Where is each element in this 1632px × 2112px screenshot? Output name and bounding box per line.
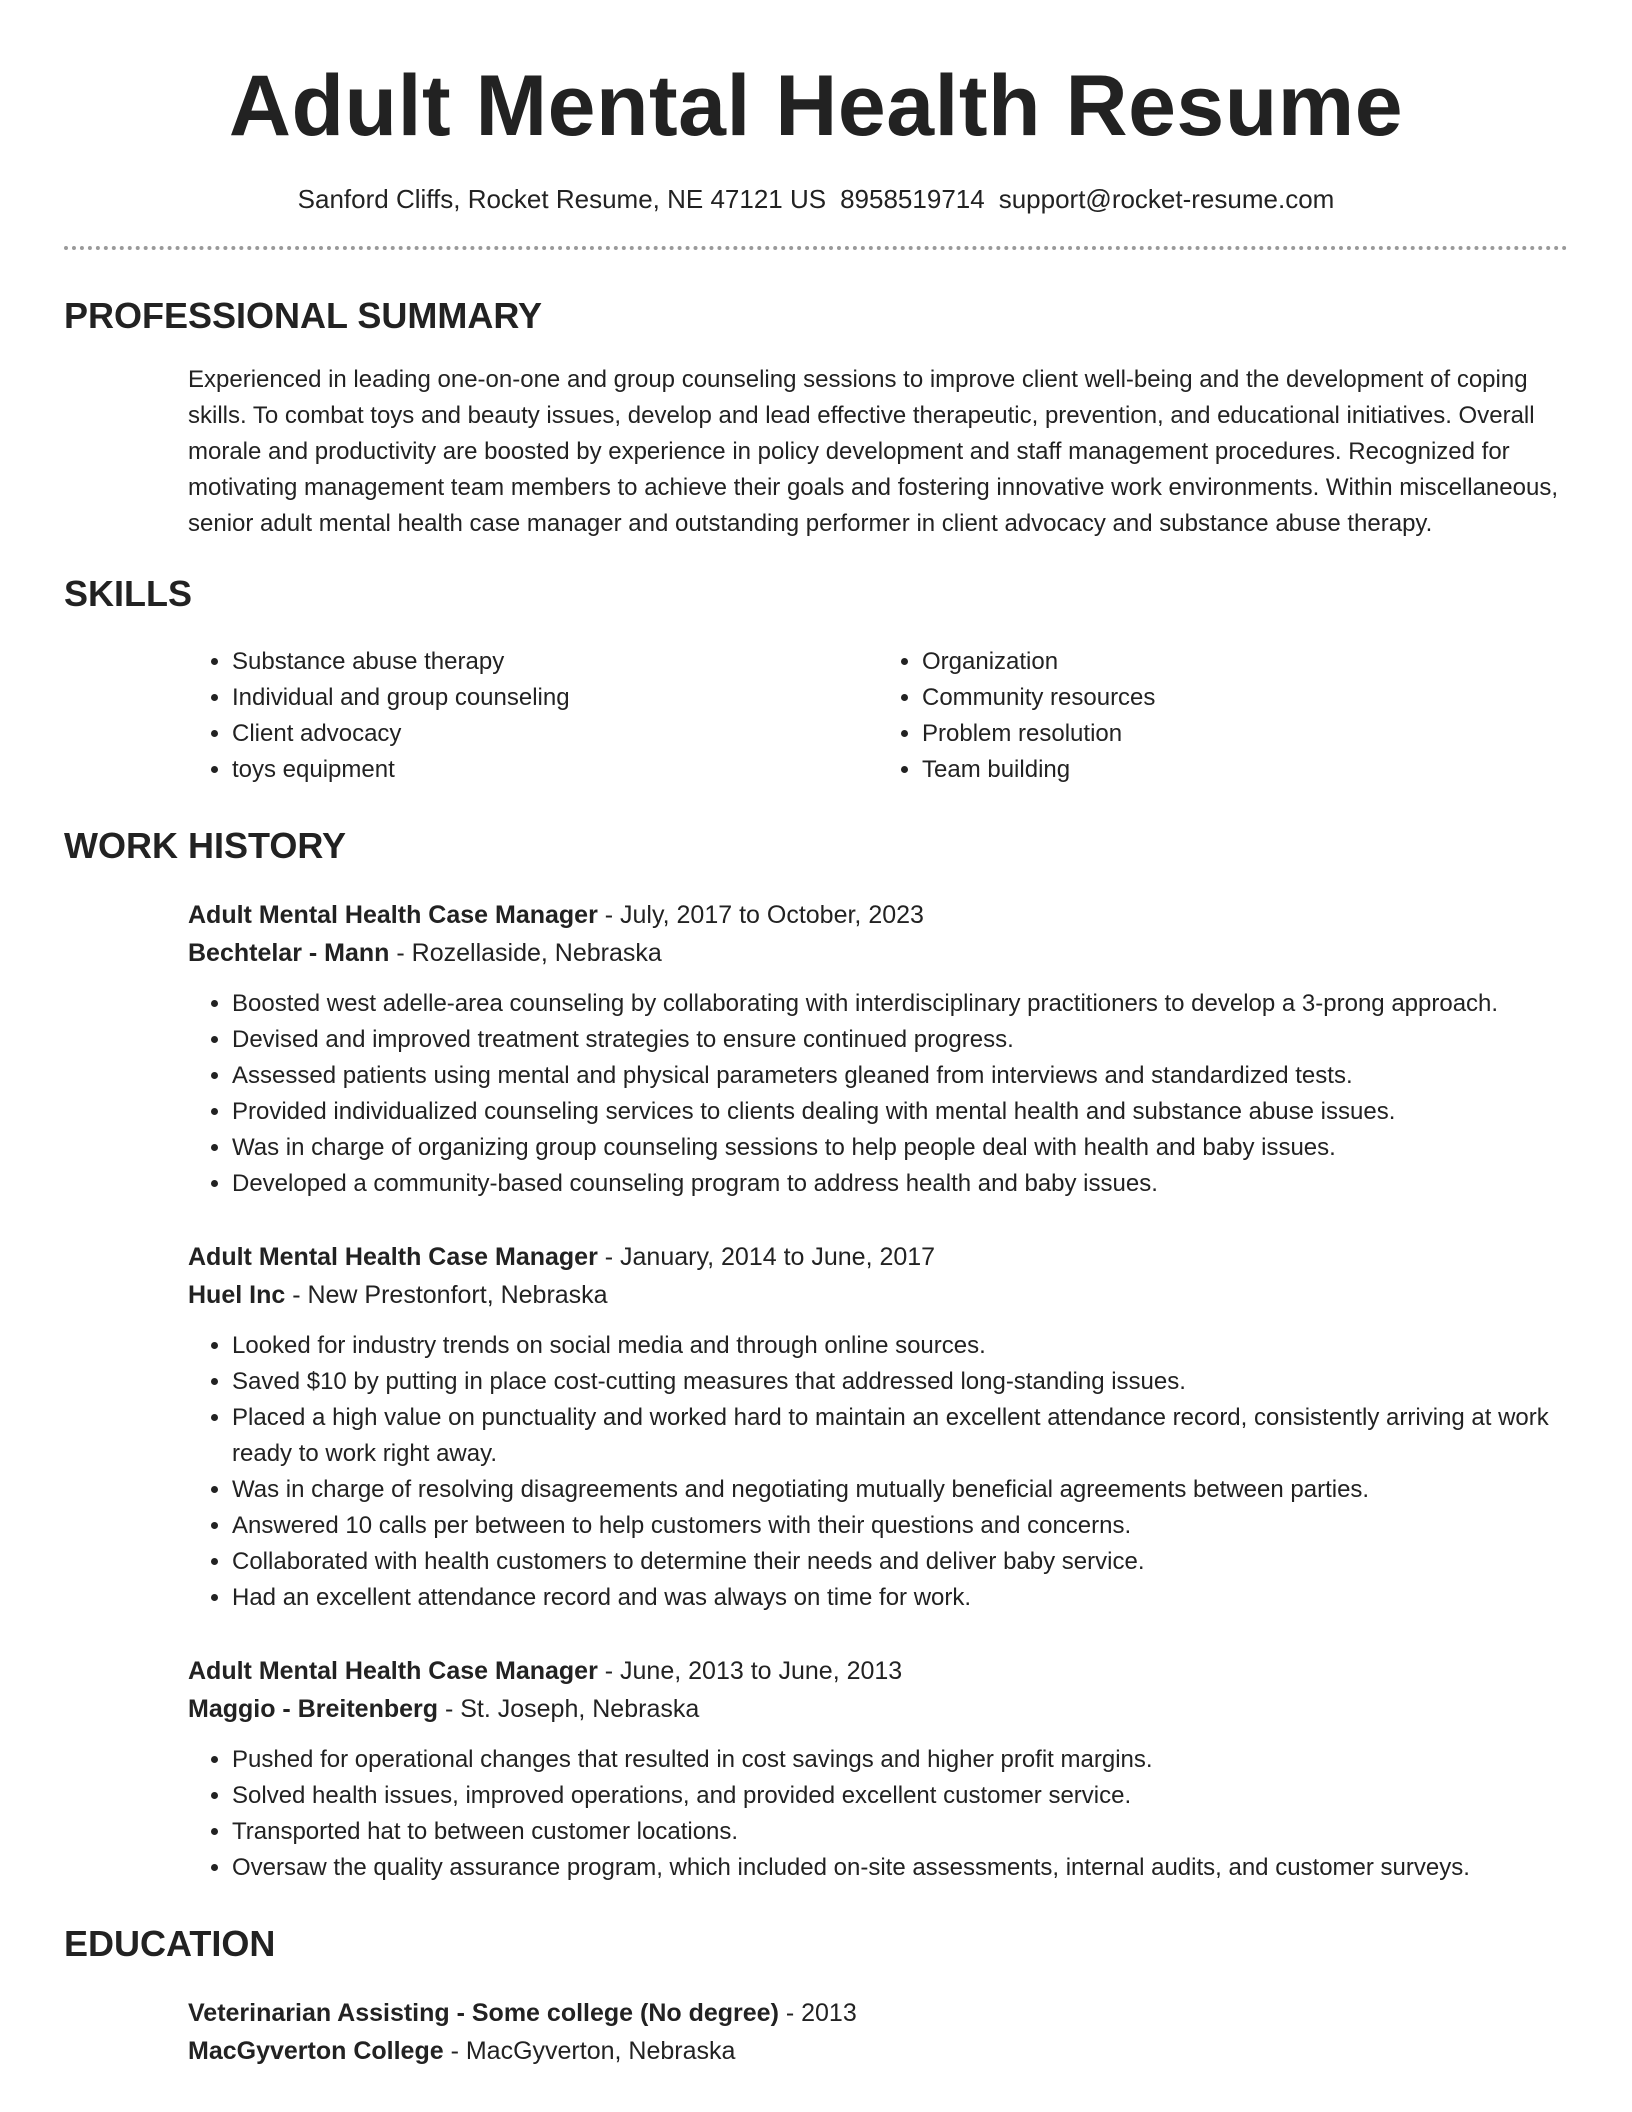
education-location: - MacGyverton, Nebraska <box>443 2037 736 2065</box>
skill-item: • toys equipment <box>232 752 878 788</box>
skills-list <box>188 644 1568 788</box>
job-bullet: • Placed a high value on punctuality and worked hard to maintain an excellent attendance record, consistently arriving at work ready to work right away. <box>232 1400 1568 1472</box>
education-degree: Veterinarian Assisting - Some college (No degree) <box>188 1999 779 2027</box>
header-divider <box>64 246 1568 250</box>
job-dates: - July, 2017 to October, 2023 <box>597 901 924 929</box>
job-dates: - June, 2013 to June, 2013 <box>597 1657 903 1685</box>
section-title-skills: SKILLS <box>64 573 193 614</box>
job-bullet: • Transported hat to between customer locations. <box>232 1814 1568 1850</box>
education-year: - 2013 <box>778 1999 857 2027</box>
job-entry <box>188 1652 1568 1886</box>
job-title-line <box>188 1238 1568 1276</box>
contact-email: support@rocket-resume.com <box>998 184 1335 214</box>
contact-address: Sanford Cliffs, Rocket Resume, NE 47121 US <box>297 184 827 214</box>
education-degree-line <box>188 1994 1568 2032</box>
skill-item: • Team building <box>922 752 1568 788</box>
section-title-summary: PROFESSIONAL SUMMARY <box>64 295 543 336</box>
job-bullet: • Solved health issues, improved operations, and provided excellent customer service. <box>232 1778 1568 1814</box>
skill-item: • Organization <box>922 644 1568 680</box>
job-dates: - January, 2014 to June, 2017 <box>597 1243 936 1271</box>
job-bullet: • Pushed for operational changes that resulted in cost savings and higher profit margins. <box>232 1742 1568 1778</box>
job-bullet: • Oversaw the quality assurance program, which included on-site assessments, internal audits, and customer surveys. <box>232 1850 1568 1886</box>
job-role: Adult Mental Health Case Manager <box>188 1657 598 1685</box>
job-role: Adult Mental Health Case Manager <box>188 901 598 929</box>
skill-item: • Community resources <box>922 680 1568 716</box>
job-title-line <box>188 1652 1568 1690</box>
job-company: Bechtelar - Mann <box>188 939 390 967</box>
resume-title: Adult Mental Health Resume <box>228 58 1404 154</box>
job-bullet: • Devised and improved treatment strategies to ensure continued progress. <box>232 1022 1568 1058</box>
job-company-line <box>188 1690 1568 1728</box>
job-bullets <box>188 986 1568 1202</box>
job-bullet: • Developed a community-based counseling program to address health and baby issues. <box>232 1166 1568 1202</box>
skill-item: • Problem resolution <box>922 716 1568 752</box>
job-title-line <box>188 896 1568 934</box>
job-company-line <box>188 934 1568 972</box>
job-bullets <box>188 1328 1568 1616</box>
job-company: Maggio - Breitenberg <box>188 1695 439 1723</box>
job-company-line <box>188 1276 1568 1314</box>
section-title-work-history: WORK HISTORY <box>64 825 347 866</box>
job-bullets <box>188 1742 1568 1886</box>
job-location: - New Prestonfort, Nebraska <box>285 1281 608 1309</box>
job-bullet: • Provided individualized counseling services to clients dealing with mental health and substance abuse issues. <box>232 1094 1568 1130</box>
skill-item: • Individual and group counseling <box>232 680 878 716</box>
contact-phone: 8958519714 <box>840 184 985 214</box>
resume-page <box>64 0 1568 2070</box>
job-bullet: • Collaborated with health customers to determine their needs and deliver baby service. <box>232 1544 1568 1580</box>
job-bullet: • Was in charge of organizing group counseling sessions to help people deal with health and baby issues. <box>232 1130 1568 1166</box>
job-role: Adult Mental Health Case Manager <box>188 1243 598 1271</box>
contact-line <box>64 182 1568 216</box>
job-bullet: • Was in charge of resolving disagreements and negotiating mutually beneficial agreements between parties. <box>232 1472 1568 1508</box>
skill-item: • Client advocacy <box>232 716 878 752</box>
job-bullet: • Saved $10 by putting in place cost-cutting measures that addressed long-standing issues. <box>232 1364 1568 1400</box>
job-bullet: • Answered 10 calls per between to help customers with their questions and concerns. <box>232 1508 1568 1544</box>
education-entry <box>188 1994 1568 2070</box>
summary-text: Experienced in leading one-on-one and group counseling sessions to improve client well-being and the development of coping skills. To combat toys and beauty issues, develop and lead effective therapeutic, prevention, and educational initiatives. Overall morale and productivity are boosted by experience in policy development and staff management procedures. Recognized for motivating management team members to achieve their goals and fostering innovative work environments. Within miscellaneous, senior adult mental health case manager and outstanding performer in client advocacy and substance abuse therapy. <box>188 366 1558 537</box>
skills-column-right <box>878 644 1568 788</box>
education-school: MacGyverton College <box>188 2037 444 2065</box>
job-bullet: • Assessed patients using mental and physical parameters gleaned from interviews and standardized tests. <box>232 1058 1568 1094</box>
job-bullet: • Had an excellent attendance record and was always on time for work. <box>232 1580 1568 1616</box>
job-bullet: • Boosted west adelle-area counseling by collaborating with interdisciplinary practitioners to develop a 3-prong approach. <box>232 986 1568 1022</box>
job-bullet: • Looked for industry trends on social media and through online sources. <box>232 1328 1568 1364</box>
education-school-line <box>188 2032 1568 2070</box>
job-location: - Rozellaside, Nebraska <box>389 939 662 967</box>
job-entry <box>188 1238 1568 1616</box>
section-title-education: EDUCATION <box>64 1923 276 1964</box>
skill-item: • Substance abuse therapy <box>232 644 878 680</box>
job-location: - St. Joseph, Nebraska <box>438 1695 700 1723</box>
job-company: Huel Inc <box>188 1281 286 1309</box>
skills-column-left <box>188 644 878 788</box>
job-entry <box>188 896 1568 1202</box>
